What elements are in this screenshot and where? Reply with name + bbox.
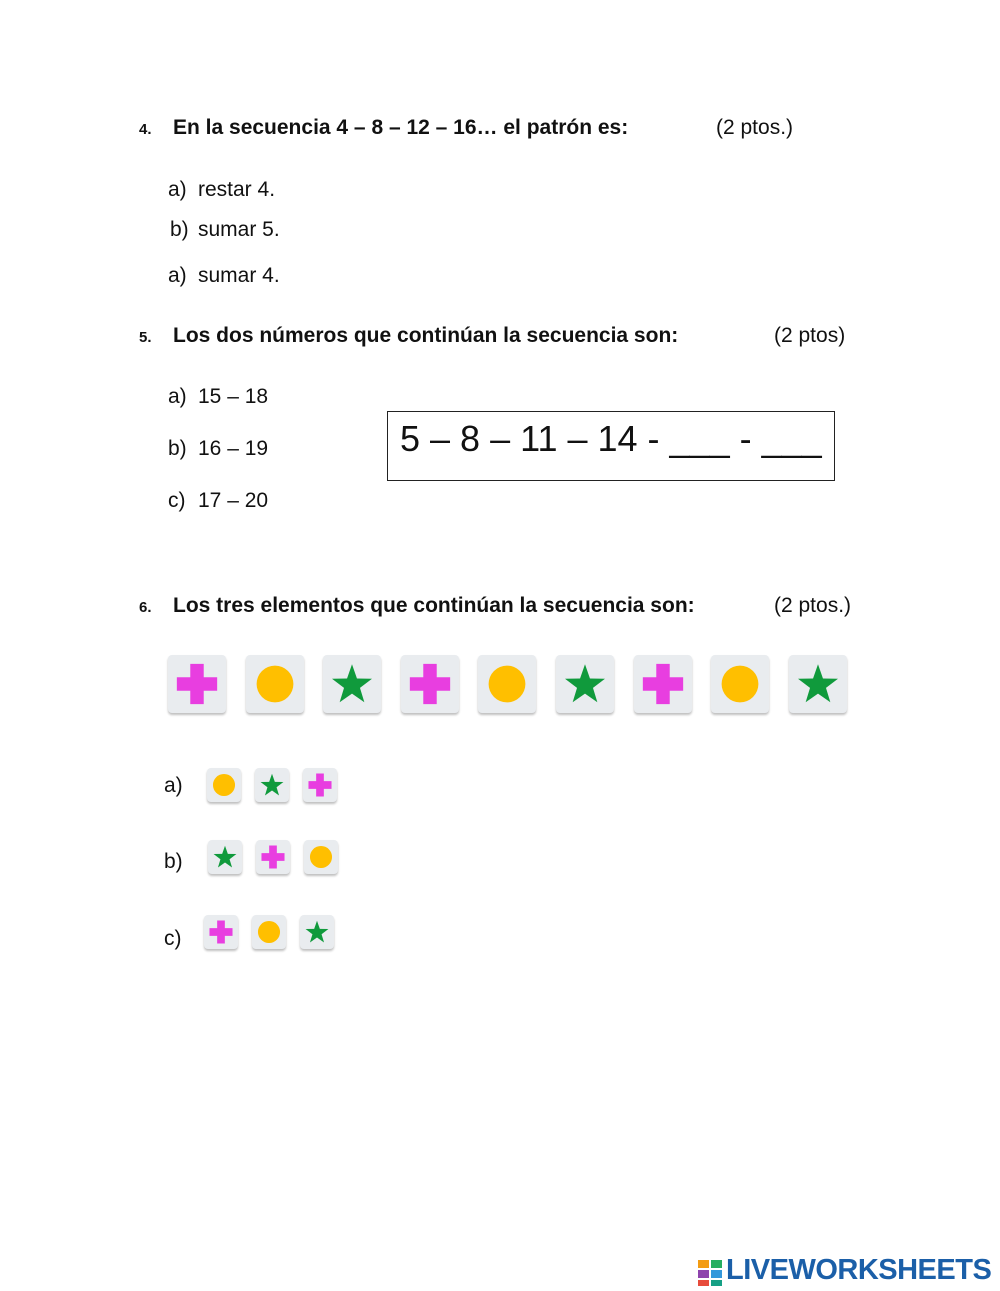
cross-icon <box>176 663 218 705</box>
q4-option-c[interactable] <box>168 264 280 288</box>
q5-option-b[interactable] <box>168 437 268 461</box>
cross-icon <box>409 663 451 705</box>
option-text: 15 – 18 <box>198 385 269 408</box>
circle-icon <box>212 773 236 797</box>
option-label: a) <box>168 385 187 408</box>
circle-icon <box>487 664 527 704</box>
circle-tile <box>711 655 769 713</box>
star-tile <box>789 655 847 713</box>
q6-option-c-label[interactable]: c) <box>164 927 182 950</box>
q6-option-b-label[interactable]: b) <box>164 850 183 873</box>
star-tile <box>208 840 242 874</box>
q5-sequence-text: 5 – 8 – 11 – 14 - ___ - ___ <box>400 418 822 459</box>
q4-question: En la secuencia 4 – 8 – 12 – 16… el patrón es: <box>173 116 629 139</box>
cross-tile <box>204 915 238 949</box>
q4-option-a[interactable] <box>168 178 275 202</box>
option-label: b) <box>168 437 187 460</box>
star-tile <box>556 655 614 713</box>
star-tile <box>300 915 334 949</box>
q5-number: 5. <box>139 329 152 346</box>
cross-icon <box>308 773 332 797</box>
option-text: 16 – 19 <box>198 437 269 460</box>
option-label: b) <box>170 218 189 241</box>
cross-icon <box>642 663 684 705</box>
star-icon <box>260 773 284 797</box>
q5-points: (2 ptos) <box>774 324 846 347</box>
circle-icon <box>255 664 295 704</box>
star-icon <box>305 920 329 944</box>
q4-option-b[interactable] <box>170 218 280 242</box>
q6-points: (2 ptos.) <box>774 594 852 617</box>
cross-tile <box>168 655 226 713</box>
q6-option-a-label[interactable]: a) <box>164 774 183 797</box>
q5-option-c[interactable] <box>168 489 268 513</box>
q6-question: Los tres elementos que continúan la secuencia son: <box>173 594 695 617</box>
cross-tile <box>303 768 337 802</box>
star-icon <box>797 663 839 705</box>
q5-question: Los dos números que continúan la secuencia son: <box>173 324 679 347</box>
option-text: restar 4. <box>198 178 276 201</box>
option-label: a) <box>168 264 187 287</box>
option-label: c) <box>168 489 186 512</box>
liveworksheets-logo-text: LIVEWORKSHEETS <box>726 1254 992 1286</box>
star-tile <box>255 768 289 802</box>
circle-tile <box>246 655 304 713</box>
q4-points: (2 ptos.) <box>716 116 794 139</box>
cross-icon <box>209 920 233 944</box>
circle-tile <box>252 915 286 949</box>
q4-number: 4. <box>139 121 152 138</box>
cross-tile <box>256 840 290 874</box>
circle-icon <box>720 664 760 704</box>
liveworksheets-logo-icon <box>698 1253 724 1287</box>
option-label: a) <box>168 178 187 201</box>
liveworksheets-logo <box>698 1253 994 1287</box>
star-tile <box>323 655 381 713</box>
q5-sequence-box <box>387 411 835 481</box>
star-icon <box>331 663 373 705</box>
option-text: 17 – 20 <box>198 489 269 512</box>
circle-icon <box>309 845 333 869</box>
cross-tile <box>634 655 692 713</box>
star-icon <box>213 845 237 869</box>
q5-option-a[interactable] <box>168 385 268 409</box>
option-text: sumar 4. <box>198 264 280 287</box>
circle-tile <box>304 840 338 874</box>
option-text: sumar 5. <box>198 218 280 241</box>
q6-number: 6. <box>139 599 152 616</box>
circle-tile <box>478 655 536 713</box>
circle-icon <box>257 920 281 944</box>
star-icon <box>564 663 606 705</box>
cross-tile <box>401 655 459 713</box>
circle-tile <box>207 768 241 802</box>
cross-icon <box>261 845 285 869</box>
